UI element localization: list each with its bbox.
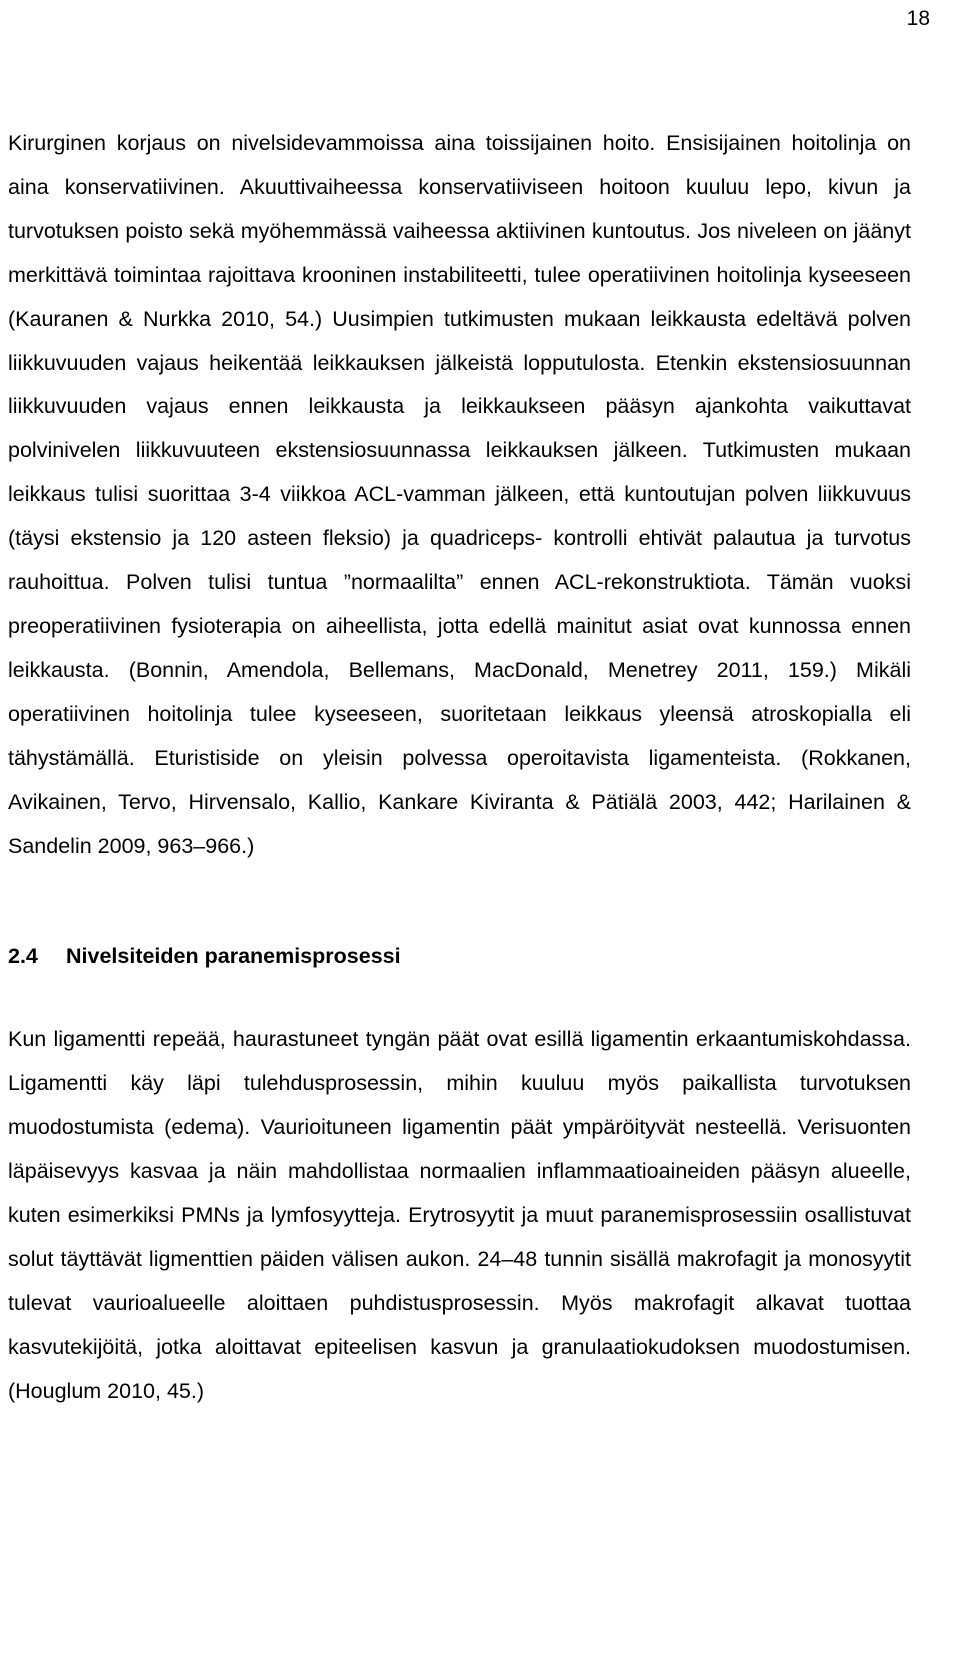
paragraph-surgical-repair: Kirurginen korjaus on nivelsidevammoissa aina toissijainen hoito. Ensisijainen hoitolinja on aina konservatiivinen. Akuuttivaiheessa konservatiiviseen hoitoon kuuluu lepo, kivun ja turvotuksen poisto sekä myöhemmässä vaiheessa aktiivinen kuntoutus. Jos niveleen on jäänyt merkittävä toimintaa rajoittava krooninen instabiliteetti, tulee operatiivinen hoitolinja kyseeseen (Kauranen & Nurkka 2010, 54.) Uusimpien tutkimusten mukaan leikkausta edeltävä polven liikkuvuuden vajaus heikentää leikkauksen jälkeistä lopputulosta. Etenkin ekstensiosuunnan liikkuvuuden vajaus ennen leikkausta ja leikkaukseen pääsyn ajankohta vaikuttavat polvinivelen liikkuvuuteen ekstensiosuunnassa leikkauksen jälkeen. Tutkimusten mukaan leikkaus tulisi suorittaa 3-4 viikkoa ACL-vamman jälkeen, että kuntoutujan polven liikkuvuus (täysi ekstensio ja 120 asteen fleksio) ja quadriceps- kontrolli ehtivät palautua ja turvotus rauhoittua. Polven tulisi tuntua ”normaalilta” ennen ACL-rekonstruktiota. Tämän vuoksi preoperatiivinen fysioterapia on aiheellista, jotta edellä mainitut asiat ovat kunnossa ennen leikkausta. (Bonnin, Amendola, Bellemans, MacDonald, Menetrey 2011, 159.) Mikäli operatiivinen hoitolinja tulee kyseeseen, suoritetaan leikkaus yleensä atroskopialla eli tähystämällä. Eturistiside on yleisin polvessa operoitavista ligamenteista. (Rokkanen, Avikainen, Tervo, Hirvensalo, Kallio, Kankare Kiviranta & Pätiälä 2003, 442; Harilainen & Sandelin 2009, 963–966.) <box>8 131 911 858</box>
document-body <box>8 122 911 1413</box>
section-heading <box>8 935 911 979</box>
section-number: 2.4 <box>8 944 38 969</box>
paragraph-healing-process: Kun ligamentti repeää, haurastuneet tyngän päät ovat esillä ligamentin erkaantumiskohdassa. Ligamentti käy läpi tulehdusprosessin, mihin kuuluu myös paikallista turvotuksen muodostumista (edema). Vaurioituneen ligamentin päät ympäröityvät nesteellä. Verisuonten läpäisevyys kasvaa ja näin mahdollistaa normaalien inflammaatioaineiden pääsyn alueelle, kuten esimerkiksi PMNs ja lymfosyytteja. Erytrosyytit ja muut paranemisprosessiin osallistuvat solut täyttävät ligmenttien päiden välisen aukon. 24–48 tunnin sisällä makrofagit ja monosyytit tulevat vaurioalueelle aloittaen puhdistusprosessin. Myös makrofagit alkavat tuottaa kasvutekijöitä, jotka aloittavat epiteelisen kasvun ja granulaatiokudoksen muodostumisen. (Houglum 2010, 45.) <box>8 1027 911 1403</box>
page-number: 18 <box>906 7 930 30</box>
section-title: Nivelsiteiden paranemisprosessi <box>66 944 401 969</box>
